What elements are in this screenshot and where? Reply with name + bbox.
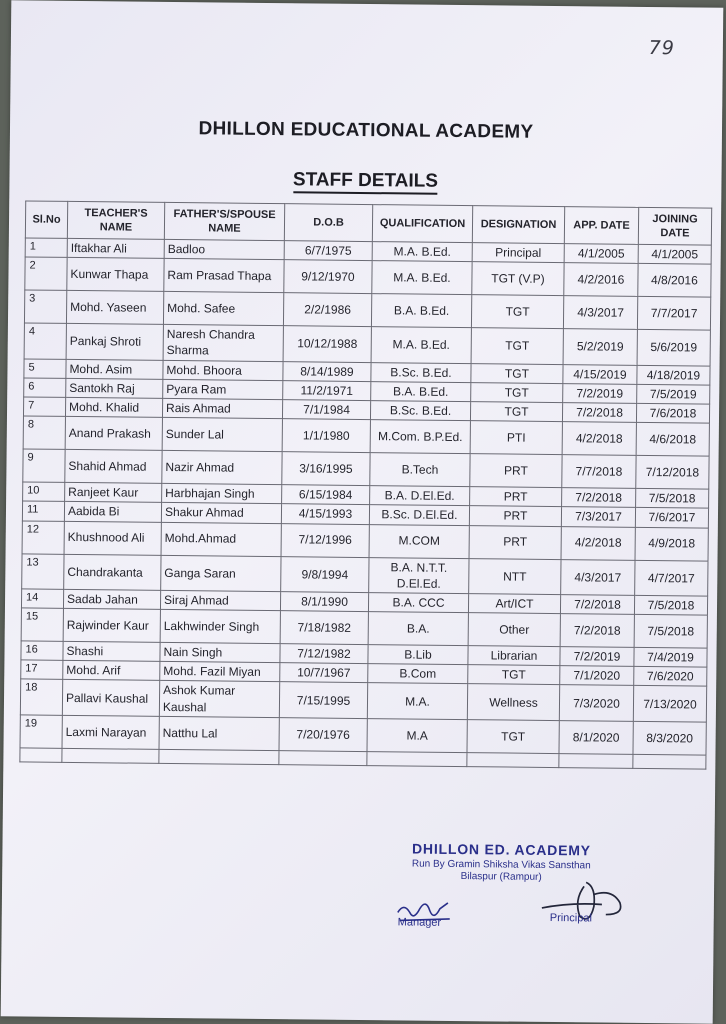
- cell-designation: TGT: [471, 363, 563, 383]
- manager-label: Manager: [397, 916, 442, 929]
- cell-designation: TGT: [471, 328, 563, 364]
- cell-slno: 4: [24, 323, 66, 359]
- cell-teacher-name: Rajwinder Kaur: [63, 608, 160, 642]
- cell-teacher-name: Aabida Bi: [64, 502, 161, 522]
- cell-teacher-name: Chandrakanta: [64, 554, 161, 590]
- cell-slno: 7: [23, 397, 65, 417]
- cell-teacher-name: Kunwar Thapa: [67, 258, 164, 292]
- cell-app-date: 4/3/2017: [561, 559, 635, 595]
- cell-designation: TGT: [471, 295, 563, 329]
- cell-dob: 8/14/1989: [283, 361, 371, 381]
- cell-dob: 2/2/1986: [283, 293, 371, 327]
- column-header-app-date: APP. DATE: [564, 207, 638, 245]
- cell-qualification: M.A. B.Ed.: [372, 261, 472, 295]
- cell-app-date: 4/15/2019: [563, 364, 637, 384]
- cell-teacher-name: Shashi: [63, 641, 160, 661]
- cell-joining-date: 7/13/2020: [633, 686, 706, 722]
- cell-father-spouse-name: Naresh Chandra Sharma: [163, 325, 283, 362]
- cell-designation: PRT: [470, 487, 562, 507]
- cell-slno: 14: [21, 589, 63, 609]
- cell-app-date: 7/3/2017: [561, 507, 635, 527]
- cell-app-date: 7/1/2020: [560, 666, 634, 686]
- cell-app-date: 7/2/2019: [560, 647, 634, 667]
- cell-dob: 10/12/1988: [283, 326, 371, 362]
- cell-teacher-name: Mohd. Yaseen: [66, 291, 163, 325]
- cell-father-spouse-name: Siraj Ahmad: [160, 590, 280, 610]
- cell-empty: [559, 753, 633, 768]
- cell-qualification: M.A.: [367, 683, 467, 719]
- cell-joining-date: 7/5/2018: [636, 488, 709, 508]
- stamp-title: DHILLON ED. ACADEMY: [411, 840, 591, 859]
- cell-father-spouse-name: Pyara Ram: [163, 379, 283, 399]
- cell-designation: PRT: [469, 506, 561, 526]
- cell-dob: 7/20/1976: [279, 717, 367, 751]
- cell-teacher-name: Mohd. Arif: [63, 661, 160, 681]
- cell-empty: [279, 750, 367, 765]
- cell-dob: 6/7/1975: [284, 241, 372, 261]
- cell-designation: Wellness: [467, 684, 559, 720]
- cell-qualification: B.A. D.El.Ed.: [370, 486, 470, 506]
- cell-dob: 7/1/1984: [282, 400, 370, 420]
- cell-joining-date: 4/7/2017: [635, 560, 708, 596]
- stamp-location: Bilaspur (Rampur): [460, 871, 542, 883]
- cell-designation: TGT: [467, 719, 559, 753]
- cell-qualification: B.A. N.T.T. D.El.Ed.: [369, 557, 469, 593]
- cell-qualification: B.Com: [368, 664, 468, 684]
- cell-qualification: M.A: [367, 718, 467, 752]
- column-header-joining-date: JOINING DATE: [638, 207, 711, 245]
- cell-father-spouse-name: Ganga Saran: [161, 555, 281, 592]
- column-header-father-spouse-name: FATHER'S/SPOUSE NAME: [164, 202, 284, 240]
- cell-teacher-name: Laxmi Narayan: [62, 715, 159, 749]
- cell-joining-date: 7/5/2019: [637, 384, 710, 404]
- cell-joining-date: 4/18/2019: [637, 365, 710, 385]
- cell-father-spouse-name: Mohd. Bhoora: [163, 360, 283, 380]
- cell-teacher-name: Sadab Jahan: [63, 589, 160, 609]
- principal-label: Principal: [549, 911, 593, 925]
- cell-joining-date: 4/9/2018: [635, 527, 708, 561]
- cell-designation: NTT: [469, 558, 561, 594]
- cell-father-spouse-name: Rais Ahmad: [162, 398, 282, 418]
- cell-designation: Librarian: [468, 646, 560, 666]
- cell-slno: 2: [25, 257, 67, 290]
- cell-qualification: M.A. B.Ed.: [372, 242, 472, 262]
- cell-father-spouse-name: Mohd.Ahmad: [161, 522, 281, 556]
- cell-dob: 7/18/1982: [280, 611, 368, 645]
- cell-slno: 9: [23, 449, 65, 482]
- cell-qualification: B.Tech: [370, 453, 470, 487]
- cell-teacher-name: Anand Prakash: [65, 417, 162, 451]
- cell-slno: 12: [22, 520, 64, 553]
- cell-qualification: B.Sc. D.El.Ed.: [369, 505, 469, 525]
- cell-teacher-name: Santokh Raj: [66, 378, 163, 398]
- cell-joining-date: 8/3/2020: [633, 721, 706, 755]
- cell-designation: PRT: [470, 454, 562, 488]
- cell-slno: 18: [20, 679, 62, 715]
- cell-joining-date: 7/6/2020: [634, 667, 707, 687]
- cell-qualification: B.A. B.Ed.: [371, 381, 471, 401]
- cell-slno: 5: [24, 359, 66, 379]
- cell-teacher-name: Shahid Ahmad: [65, 450, 162, 484]
- cell-app-date: 4/3/2017: [563, 296, 637, 330]
- column-header-qualification: QUALIFICATION: [372, 205, 472, 243]
- cell-app-date: 7/3/2020: [559, 685, 633, 721]
- cell-slno: 3: [24, 290, 66, 323]
- cell-qualification: B.A. CCC: [368, 592, 468, 612]
- cell-slno: 17: [21, 660, 63, 680]
- cell-app-date: 4/2/2016: [564, 263, 638, 297]
- cell-father-spouse-name: Sunder Lal: [162, 418, 282, 452]
- cell-teacher-name: Ranjeet Kaur: [65, 483, 162, 503]
- cell-qualification: B.A. B.Ed.: [371, 294, 471, 328]
- cell-designation: Principal: [472, 243, 564, 263]
- organization-title: DHILLON EDUCATIONAL ACADEMY: [198, 118, 534, 143]
- cell-empty: [633, 754, 706, 769]
- cell-dob: 6/15/1984: [282, 485, 370, 505]
- cell-teacher-name: Pallavi Kaushal: [62, 680, 159, 716]
- cell-designation: TGT (V.P): [472, 262, 564, 296]
- page-number: 79: [648, 36, 675, 60]
- cell-slno: 16: [21, 641, 63, 661]
- cell-teacher-name: Mohd. Asim: [66, 359, 163, 379]
- cell-father-spouse-name: Shakur Ahmad: [161, 503, 281, 523]
- cell-qualification: B.Sc. B.Ed.: [371, 362, 471, 382]
- cell-empty: [367, 751, 467, 766]
- cell-qualification: M.COM: [369, 524, 469, 558]
- cell-dob: 10/7/1967: [280, 663, 368, 683]
- cell-joining-date: 4/8/2016: [638, 264, 711, 298]
- cell-slno: 11: [22, 501, 64, 521]
- cell-qualification: B.Lib: [368, 645, 468, 665]
- cell-app-date: 7/2/2018: [560, 614, 634, 648]
- cell-father-spouse-name: Mohd. Fazil Miyan: [160, 662, 280, 682]
- cell-dob: 11/2/1971: [283, 380, 371, 400]
- cell-father-spouse-name: Mohd. Safee: [163, 292, 283, 326]
- cell-father-spouse-name: Ram Prasad Thapa: [164, 259, 284, 293]
- column-header-dob: D.O.B: [284, 204, 372, 242]
- cell-app-date: 7/7/2018: [562, 455, 636, 489]
- cell-teacher-name: Khushnood Ali: [64, 521, 161, 555]
- cell-teacher-name: Iftakhar Ali: [67, 238, 164, 258]
- cell-app-date: 7/2/2018: [560, 594, 634, 614]
- cell-designation: TGT: [470, 402, 562, 422]
- cell-dob: 8/1/1990: [280, 592, 368, 612]
- cell-joining-date: 7/4/2019: [634, 647, 707, 667]
- cell-joining-date: 7/12/2018: [636, 455, 709, 489]
- cell-slno: 1: [25, 238, 67, 258]
- cell-dob: 3/16/1995: [282, 452, 370, 486]
- document-page: [1, 0, 724, 1023]
- cell-designation: PRT: [469, 525, 561, 559]
- cell-teacher-name: Pankaj Shroti: [66, 324, 163, 360]
- cell-app-date: 4/2/2018: [561, 526, 635, 560]
- cell-qualification: B.A.: [368, 612, 468, 646]
- cell-app-date: 7/2/2019: [563, 383, 637, 403]
- cell-designation: TGT: [468, 665, 560, 685]
- cell-father-spouse-name: Nain Singh: [160, 642, 280, 662]
- cell-father-spouse-name: Harbhajan Singh: [162, 484, 282, 504]
- cell-designation: Other: [468, 613, 560, 647]
- cell-slno: 19: [20, 715, 62, 748]
- cell-joining-date: 5/6/2019: [637, 330, 710, 366]
- cell-dob: 9/8/1994: [281, 556, 369, 592]
- cell-joining-date: 7/5/2018: [634, 595, 707, 615]
- cell-dob: 7/15/1995: [279, 682, 367, 718]
- manager-signature: [392, 894, 462, 935]
- cell-empty: [467, 752, 559, 767]
- document-title-text: STAFF DETAILS: [293, 169, 438, 195]
- document-title: [9, 166, 721, 195]
- cell-joining-date: 7/6/2018: [636, 403, 709, 423]
- cell-dob: 7/12/1982: [280, 644, 368, 664]
- cell-designation: Art/ICT: [468, 593, 560, 613]
- cell-father-spouse-name: Ashok Kumar Kaushal: [159, 681, 279, 718]
- cell-joining-date: 7/7/2017: [637, 297, 710, 331]
- cell-joining-date: 4/6/2018: [636, 422, 709, 456]
- cell-app-date: 4/2/2018: [562, 422, 636, 456]
- column-header-teacher-name: TEACHER'S NAME: [67, 201, 164, 239]
- cell-dob: 9/12/1970: [284, 260, 372, 294]
- cell-designation: TGT: [471, 382, 563, 402]
- cell-app-date: 4/1/2005: [564, 244, 638, 264]
- cell-joining-date: 4/1/2005: [638, 244, 711, 264]
- cell-app-date: 5/2/2019: [563, 329, 637, 365]
- staff-table-body: [20, 238, 711, 769]
- cell-qualification: M.A. B.Ed.: [371, 327, 471, 363]
- cell-dob: 7/12/1996: [281, 523, 369, 557]
- cell-app-date: 8/1/2020: [559, 720, 633, 754]
- cell-empty: [20, 748, 62, 762]
- stamp-subtitle: Run By Gramin Shiksha Vikas Sansthan: [411, 858, 591, 872]
- cell-qualification: M.Com. B.P.Ed.: [370, 420, 470, 454]
- cell-teacher-name: Mohd. Khalid: [65, 397, 162, 417]
- cell-slno: 15: [21, 608, 63, 641]
- column-header-designation: DESIGNATION: [472, 206, 564, 244]
- cell-joining-date: 7/6/2017: [635, 508, 708, 528]
- cell-father-spouse-name: Lakhwinder Singh: [160, 609, 280, 643]
- cell-slno: 13: [22, 553, 64, 589]
- cell-empty: [159, 749, 279, 764]
- cell-app-date: 7/2/2018: [562, 488, 636, 508]
- cell-empty: [62, 748, 159, 763]
- cell-designation: PTI: [470, 421, 562, 455]
- column-header-slno: Sl.No: [25, 201, 67, 238]
- cell-slno: 6: [24, 378, 66, 398]
- cell-qualification: B.Sc. B.Ed.: [370, 401, 470, 421]
- staff-table: [19, 200, 712, 769]
- cell-father-spouse-name: Badloo: [164, 239, 284, 259]
- cell-father-spouse-name: Natthu Lal: [159, 716, 279, 750]
- cell-app-date: 7/2/2018: [562, 403, 636, 423]
- cell-father-spouse-name: Nazir Ahmad: [162, 451, 282, 485]
- cell-dob: 4/15/1993: [281, 504, 369, 524]
- cell-dob: 1/1/1980: [282, 419, 370, 453]
- cell-joining-date: 7/5/2018: [634, 614, 707, 648]
- cell-slno: 8: [23, 416, 65, 449]
- cell-slno: 10: [23, 482, 65, 502]
